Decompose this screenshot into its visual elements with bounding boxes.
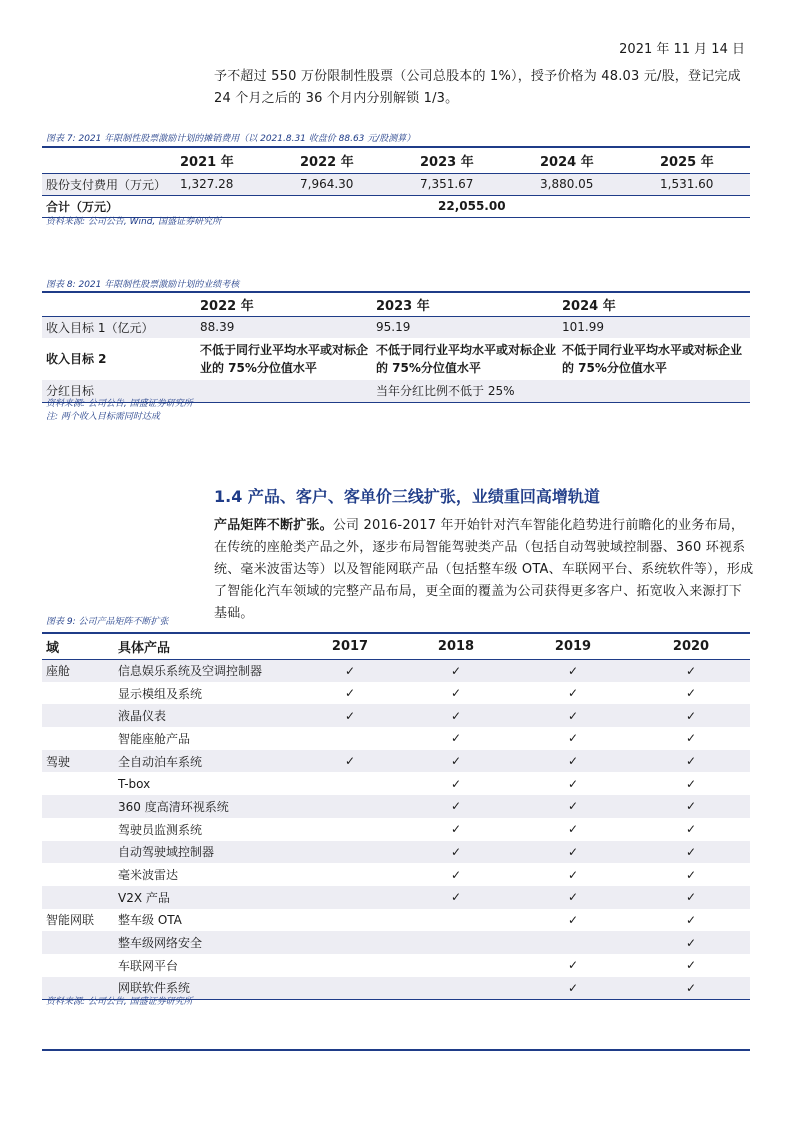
check-cell-2020: ✓ (685, 754, 697, 769)
check-cell-2018: ✓ (450, 822, 462, 837)
fig8-target1-label: 收入目标 1（亿元） (46, 320, 154, 335)
intro-paragraph: 予不超过 550 万份限制性股票（公司总股本的 1%），授予价格为 48.03 元/股，登记完成 24 个月之后的 36 个月内分别解锁 1/3。 (214, 69, 741, 106)
section-paragraph (214, 515, 754, 625)
table-row (42, 682, 750, 705)
domain-cell (42, 863, 114, 886)
check-cell-2017 (302, 909, 398, 932)
check-cell-2017: ✓ (344, 754, 356, 769)
product-cell: 液晶仪表 (118, 709, 167, 724)
check-cell-2017 (302, 977, 398, 1000)
check-cell-2019: ✓ (567, 980, 579, 995)
fig8-target1-2022: 88.39 (200, 320, 235, 335)
check-cell-2019: ✓ (567, 686, 579, 701)
fig7-header-2024: 2024 年 (540, 154, 594, 170)
check-cell-2019: ✓ (567, 912, 579, 927)
check-cell-2018 (398, 954, 514, 977)
check-cell-2019: ✓ (567, 663, 579, 678)
fig7-value-2022: 7,964.30 (300, 177, 354, 191)
fig8-note: 注: 两个收入目标需同时达成 (46, 412, 160, 422)
check-cell-2018: ✓ (450, 799, 462, 814)
fig7-value-2023: 7,351.67 (420, 177, 474, 191)
check-cell-2020: ✓ (685, 822, 697, 837)
domain-cell: 智能网联 (46, 913, 95, 928)
table-row (42, 841, 750, 864)
domain-cell: 驾驶 (46, 754, 71, 769)
check-cell-2017 (302, 727, 398, 750)
fig7-total-label: 合计（万元） (46, 199, 119, 214)
product-cell: 毫米波雷达 (118, 868, 179, 883)
fig8-title: 图表 8: 2021 年限制性股票激励计划的业绩考核 (46, 280, 240, 290)
fig9-title: 图表 9: 公司产品矩阵不断扩张 (46, 617, 169, 627)
check-cell-2018: ✓ (450, 890, 462, 905)
fig7-header-2025: 2025 年 (660, 154, 714, 170)
table-row (42, 954, 750, 977)
product-cell: 自动驾驶域控制器 (118, 845, 215, 860)
product-cell: T-box (118, 776, 151, 791)
fig7-header-2022: 2022 年 (300, 154, 354, 170)
table-row (42, 727, 750, 750)
fig9-header-row (42, 633, 750, 659)
check-cell-2020: ✓ (685, 776, 697, 791)
product-cell: V2X 产品 (118, 890, 170, 905)
product-cell: 智能座舱产品 (118, 731, 191, 746)
fig7-header-2023: 2023 年 (420, 154, 474, 170)
domain-cell: 座舱 (46, 664, 71, 679)
fig9-header-2017: 2017 (331, 638, 369, 654)
check-cell-2018 (398, 909, 514, 932)
check-cell-2017 (302, 886, 398, 909)
section-lead: 产品矩阵不断扩张。 (214, 518, 333, 533)
fig7-total-row (42, 195, 750, 217)
table-row (42, 772, 750, 795)
check-cell-2020: ✓ (685, 663, 697, 678)
fig8-target2-2022: 不低于同行业平均水平或对标企业的 75%分位值水平 (200, 343, 369, 375)
check-cell-2018: ✓ (450, 844, 462, 859)
fig7-row-label: 股份支付费用（万元） (46, 177, 167, 192)
fig9-source: 资料来源: 公司公告, 国盛证券研究所 (46, 997, 193, 1007)
check-cell-2020: ✓ (685, 958, 697, 973)
table-row (42, 704, 750, 727)
check-cell-2019: ✓ (567, 890, 579, 905)
check-cell-2018 (398, 931, 514, 954)
check-cell-2018 (398, 977, 514, 1000)
table-row (42, 750, 750, 773)
check-cell-2020: ✓ (685, 731, 697, 746)
product-cell: 整车级网络安全 (118, 936, 203, 951)
product-cell: 驾驶员监测系统 (118, 822, 203, 837)
check-cell-2017: ✓ (344, 708, 356, 723)
fig7-title: 图表 7: 2021 年限制性股票激励计划的摊销费用（以 2021.8.31 收盘价 88.63 元/股测算） (46, 134, 416, 144)
section-heading: 1.4 产品、客户、客单价三线扩张，业绩重回高增轨道 (214, 487, 600, 506)
table-row (42, 795, 750, 818)
check-cell-2018: ✓ (450, 731, 462, 746)
table-row (42, 886, 750, 909)
fig7-value-2024: 3,880.05 (540, 177, 594, 191)
fig7-header-2021: 2021 年 (180, 154, 234, 170)
check-cell-2017 (302, 772, 398, 795)
fig8-target2-label: 收入目标 2 (46, 352, 107, 366)
fig7-header-blank (42, 147, 176, 173)
product-cell: 显示模组及系统 (118, 686, 203, 701)
product-cell: 网联软件系统 (118, 981, 191, 996)
table-row (42, 818, 750, 841)
fig8-target1-row (42, 316, 750, 338)
product-cell: 360 度高清环视系统 (118, 799, 229, 814)
check-cell-2018: ✓ (450, 663, 462, 678)
check-cell-2019: ✓ (567, 844, 579, 859)
fig8-dividend-label: 分红目标 (46, 384, 95, 399)
section-body: 公司 2016-2017 年开始针对汽车智能化趋势进行前瞻化的业务布局，在传统的座舱类产品之外，逐步布局智能驾驶类产品（包括自动驾驶域控制器、360 环视系统、毫米波雷达等）以及智能网联产品（包括整车级 OTA、车联网平台、系统软件等），形成了智能化汽车领域的完整产品布局，更全面的覆盖为公司获得更多客户、拓宽收入来源打下基础。 (214, 518, 754, 621)
check-cell-2017 (302, 954, 398, 977)
check-cell-2019: ✓ (567, 822, 579, 837)
check-cell-2017: ✓ (344, 686, 356, 701)
check-cell-2019: ✓ (567, 867, 579, 882)
product-cell: 车联网平台 (118, 958, 179, 973)
fig8-header-2023: 2023 年 (376, 298, 430, 314)
fig8-target1-2024: 101.99 (562, 320, 604, 335)
check-cell-2017 (302, 818, 398, 841)
check-cell-2020: ✓ (685, 844, 697, 859)
domain-cell (42, 954, 114, 977)
check-cell-2020: ✓ (685, 980, 697, 995)
check-cell-2019: ✓ (567, 776, 579, 791)
check-cell-2020: ✓ (685, 686, 697, 701)
check-cell-2020: ✓ (685, 867, 697, 882)
domain-cell (42, 727, 114, 750)
fig7-value-2021: 1,327.28 (180, 177, 234, 191)
fig8-header-2024: 2024 年 (562, 298, 616, 314)
check-cell-2020: ✓ (685, 912, 697, 927)
check-cell-2018: ✓ (450, 708, 462, 723)
check-cell-2017 (302, 931, 398, 954)
check-cell-2018: ✓ (450, 754, 462, 769)
fig7-cost-row (42, 173, 750, 195)
fig8-header-row (42, 292, 750, 316)
check-cell-2020: ✓ (685, 799, 697, 814)
check-cell-2017 (302, 841, 398, 864)
fig8-target1-2023: 95.19 (376, 320, 411, 335)
table-row (42, 863, 750, 886)
check-cell-2017: ✓ (344, 663, 356, 678)
domain-cell (42, 795, 114, 818)
fig7-header-row (42, 147, 750, 173)
check-cell-2018: ✓ (450, 776, 462, 791)
domain-cell (42, 772, 114, 795)
fig9-table (42, 632, 750, 1000)
fig7-source: 资料来源: 公司公告, Wind, 国盛证券研究所 (46, 217, 222, 227)
fig9-header-domain: 域 (46, 640, 60, 656)
product-cell: 整车级 OTA (118, 913, 182, 928)
fig8-target2-row (42, 338, 750, 380)
check-cell-2020: ✓ (685, 890, 697, 905)
footer-divider (42, 1049, 750, 1051)
report-date: 2021 年 11 月 14 日 (619, 42, 745, 57)
fig9-header-2018: 2018 (437, 638, 475, 654)
fig8-table (42, 291, 750, 403)
domain-cell (42, 886, 114, 909)
check-cell-2019: ✓ (567, 958, 579, 973)
table-row (42, 659, 750, 682)
product-cell: 信息娱乐系统及空调控制器 (118, 664, 263, 679)
fig8-header-blank (42, 292, 196, 316)
domain-cell (42, 682, 114, 705)
table-row (42, 931, 750, 954)
fig7-value-2025: 1,531.60 (660, 177, 714, 191)
check-cell-2019: ✓ (567, 708, 579, 723)
check-cell-2017 (302, 795, 398, 818)
fig8-header-2022: 2022 年 (200, 298, 254, 314)
check-cell-2019: ✓ (567, 754, 579, 769)
fig7-total-value: 22,055.00 (438, 199, 506, 213)
fig8-dividend-value: 当年分红比例不低于 25% (376, 384, 515, 399)
domain-cell (42, 841, 114, 864)
check-cell-2018: ✓ (450, 686, 462, 701)
fig8-target2-2023: 不低于同行业平均水平或对标企业的 75%分位值水平 (376, 343, 557, 375)
fig8-source: 资料来源: 公司公告, 国盛证券研究所 (46, 399, 193, 409)
domain-cell (42, 704, 114, 727)
fig9-header-2019: 2019 (554, 638, 592, 654)
fig9-header-2020: 2020 (672, 638, 710, 654)
check-cell-2018: ✓ (450, 867, 462, 882)
domain-cell (42, 818, 114, 841)
table-row (42, 909, 750, 932)
check-cell-2017 (302, 863, 398, 886)
fig7-table (42, 146, 750, 218)
check-cell-2019 (514, 931, 632, 954)
domain-cell (42, 931, 114, 954)
product-cell: 全自动泊车系统 (118, 754, 203, 769)
check-cell-2020: ✓ (685, 708, 697, 723)
check-cell-2020: ✓ (685, 935, 697, 950)
fig9-header-product: 具体产品 (118, 640, 171, 656)
check-cell-2019: ✓ (567, 799, 579, 814)
check-cell-2019: ✓ (567, 731, 579, 746)
fig8-target2-2024: 不低于同行业平均水平或对标企业的 75%分位值水平 (562, 343, 743, 375)
